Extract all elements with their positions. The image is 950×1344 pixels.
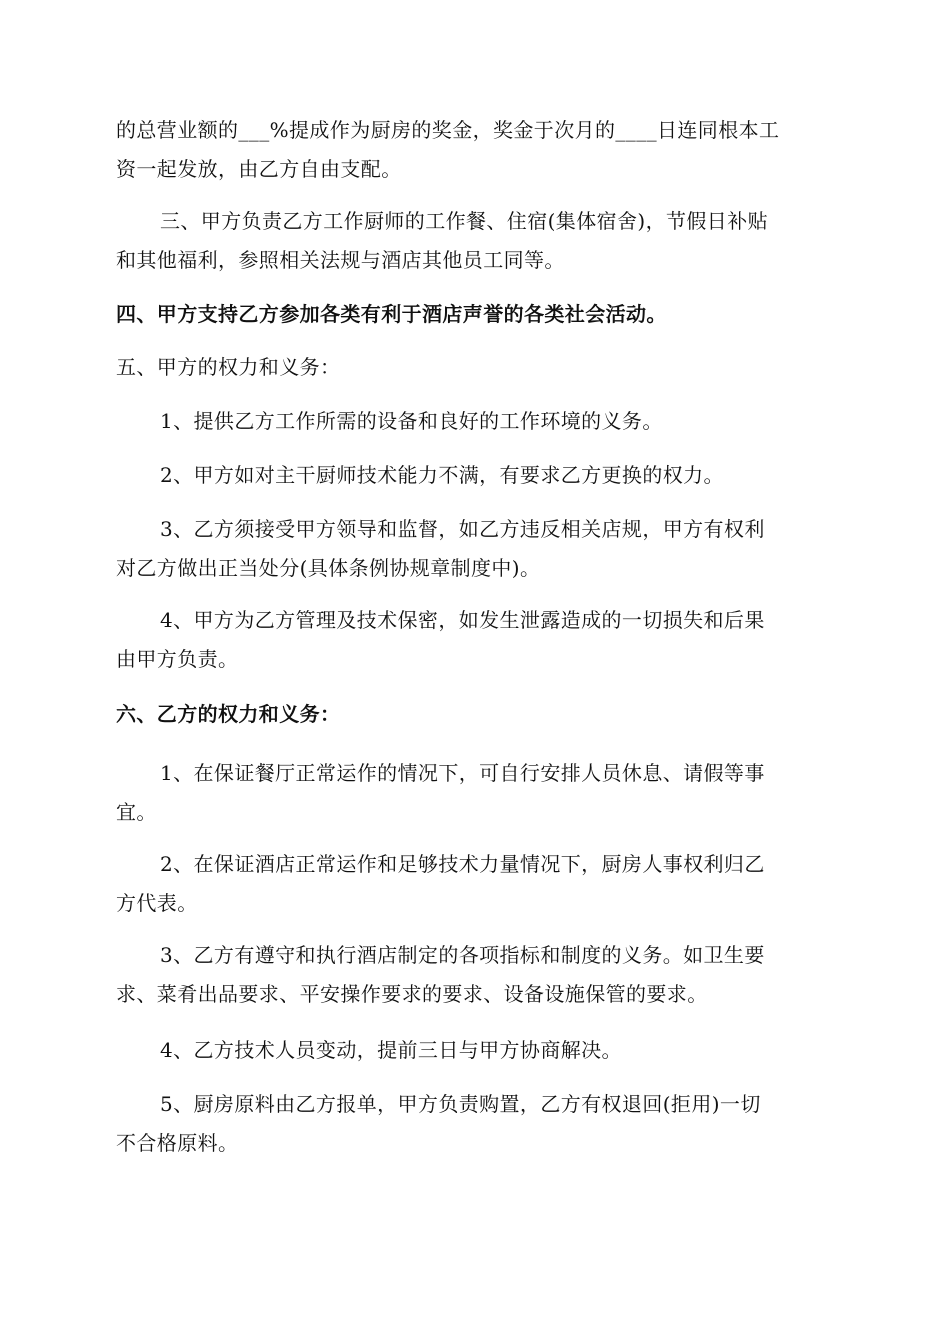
list-item: 1、在保证餐厅正常运作的情况下，可自行安排人员休息、请假等事 [160, 761, 765, 785]
section-heading: 五、甲方的权力和义务： [116, 355, 341, 379]
paragraph-line: 的总营业额的___%提成作为厨房的奖金，奖金于次月的____日连同根本工 [116, 118, 780, 142]
list-item-continuation: 求、菜肴出品要求、平安操作要求的要求、设备设施保管的要求。 [116, 982, 708, 1006]
list-item-continuation: 由甲方负责。 [116, 647, 239, 671]
list-item-continuation: 宜。 [116, 800, 157, 824]
list-item-continuation: 对乙方做出正当处分(具体条例协规章制度中)。 [116, 556, 541, 580]
list-item: 5、厨房原料由乙方报单，甲方负责购置，乙方有权退回(拒用)一切 [160, 1092, 761, 1116]
list-item-continuation: 不合格原料。 [116, 1131, 239, 1155]
paragraph-line: 三、甲方负责乙方工作厨师的工作餐、住宿(集体宿舍)，节假日补贴 [160, 209, 769, 233]
list-item: 1、提供乙方工作所需的设备和良好的工作环境的义务。 [160, 409, 663, 433]
section-heading: 六、乙方的权力和义务： [116, 702, 341, 726]
list-item: 2、甲方如对主干厨师技术能力不满，有要求乙方更换的权力。 [160, 463, 724, 487]
paragraph-line: 资一起发放，由乙方自由支配。 [116, 157, 402, 181]
paragraph-line: 和其他福利，参照相关法规与酒店其他员工同等。 [116, 248, 565, 272]
list-item: 3、乙方须接受甲方领导和监督，如乙方违反相关店规，甲方有权利 [160, 517, 765, 541]
list-item-continuation: 方代表。 [116, 891, 198, 915]
list-item: 4、甲方为乙方管理及技术保密，如发生泄露造成的一切损失和后果 [160, 608, 765, 632]
list-item: 3、乙方有遵守和执行酒店制定的各项指标和制度的义务。如卫生要 [160, 943, 765, 967]
list-item: 4、乙方技术人员变动，提前三日与甲方协商解决。 [160, 1038, 622, 1062]
section-heading: 四、甲方支持乙方参加各类有利于酒店声誉的各类社会活动。 [116, 302, 667, 326]
list-item: 2、在保证酒店正常运作和足够技术力量情况下，厨房人事权利归乙 [160, 852, 765, 876]
